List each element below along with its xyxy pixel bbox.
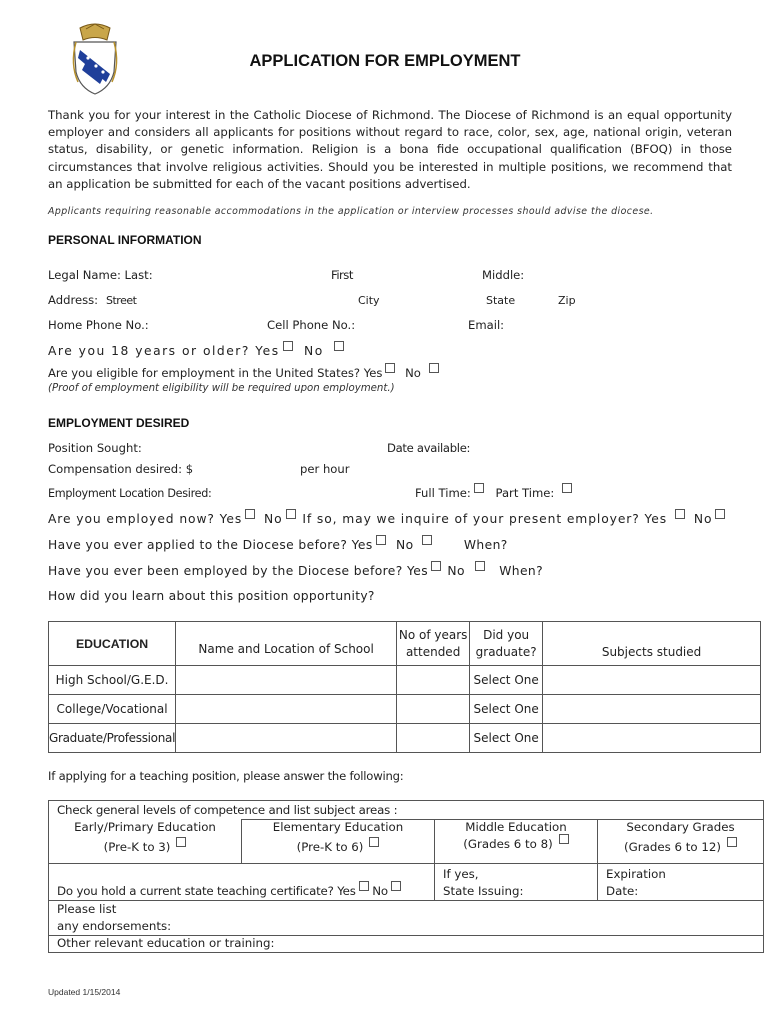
state-label: State — [486, 294, 516, 307]
please-list-label: Please list — [57, 902, 117, 916]
age-yes-checkbox[interactable] — [283, 341, 293, 351]
inquire-question-text: If so, may we inquire of your present employer? Yes — [302, 512, 668, 526]
early-education-checkbox[interactable] — [176, 837, 186, 847]
eligible-question — [48, 366, 439, 380]
subjects-input[interactable] — [543, 695, 761, 724]
years-attended-input[interactable] — [397, 695, 470, 724]
employed-now-yes-checkbox[interactable] — [245, 509, 255, 519]
level-range: (Pre-K to 6) — [296, 840, 364, 854]
certificate-question: Do you hold a current state teaching certificate? Yes — [57, 884, 356, 898]
teaching-intro: If applying for a teaching position, please answer the following: — [48, 769, 404, 783]
position-sought-label: Position Sought: — [48, 441, 142, 455]
part-time-checkbox[interactable] — [562, 483, 572, 493]
learn-about-question: How did you learn about this position opportunity? — [48, 589, 375, 603]
certificate-yes-checkbox[interactable] — [359, 881, 369, 891]
years-attended-header: No of years attended — [397, 622, 470, 666]
endorsements-label: any endorsements: — [57, 919, 172, 933]
level-range-row — [250, 840, 426, 854]
applied-before-no-label: No — [396, 538, 414, 552]
certificate-cell — [49, 864, 435, 901]
level-secondary-cell — [598, 820, 764, 864]
applied-before-yes-checkbox[interactable] — [376, 535, 386, 545]
table-row — [49, 666, 761, 695]
age-question — [48, 344, 344, 358]
inquire-no-checkbox[interactable] — [715, 509, 725, 519]
employment-desired-heading: EMPLOYMENT DESIRED — [48, 416, 190, 430]
level-name: Secondary Grades — [626, 820, 735, 834]
level-middle-cell — [435, 820, 598, 864]
endorsements-cell[interactable] — [49, 901, 764, 936]
eligible-no-label: No — [405, 366, 421, 380]
compensation-label: Compensation desired: $ — [48, 462, 194, 476]
level-range: (Pre-K to 3) — [103, 839, 171, 854]
subjects-input[interactable] — [543, 724, 761, 753]
employed-before-when: When? — [499, 564, 544, 578]
employed-now-text: Are you employed now? Yes — [48, 512, 243, 526]
level-range: (Grades 6 to 12) — [624, 840, 721, 854]
middle-education-checkbox[interactable] — [559, 834, 569, 844]
education-level-cell: College/Vocational — [49, 695, 176, 724]
education-table — [48, 621, 761, 753]
work-schedule-options — [415, 486, 572, 500]
cell-phone-label: Cell Phone No.: — [267, 318, 356, 332]
per-hour-label: per hour — [300, 462, 350, 476]
eligibility-proof-note: (Proof of employment eligibility will be required upon employment.) — [48, 383, 395, 394]
employed-now-no-checkbox[interactable] — [286, 509, 296, 519]
employed-before-text: Have you ever been employed by the Diocese before? Yes — [48, 564, 429, 578]
full-time-label: Full Time: — [415, 486, 471, 500]
years-attended-input[interactable] — [397, 666, 470, 695]
years-attended-input[interactable] — [397, 724, 470, 753]
level-range: (Grades 6 to 8) — [463, 837, 553, 851]
part-time-label: Part Time: — [495, 486, 555, 500]
level-range-row — [57, 840, 233, 854]
personal-info-heading: PERSONAL INFORMATION — [48, 233, 202, 247]
employed-before-no-checkbox[interactable] — [475, 561, 485, 571]
subjects-input[interactable] — [543, 666, 761, 695]
employed-now-no-label: No — [264, 512, 283, 526]
state-issuing-cell — [435, 864, 598, 901]
education-level-cell: Graduate/Professional — [49, 724, 176, 753]
eligible-no-checkbox[interactable] — [429, 363, 439, 373]
school-name-input[interactable] — [176, 695, 397, 724]
eligible-question-text: Are you eligible for employment in the United States? Yes — [48, 366, 383, 380]
expiration-label: Expiration — [606, 867, 666, 881]
secondary-grades-checkbox[interactable] — [727, 837, 737, 847]
table-row — [49, 724, 761, 753]
email-label: Email: — [468, 318, 505, 332]
age-no-checkbox[interactable] — [334, 341, 344, 351]
graduate-select[interactable]: Select One — [470, 666, 543, 695]
competence-label: Check general levels of competence and list subject areas : — [49, 801, 764, 820]
employed-before-yes-checkbox[interactable] — [431, 561, 441, 571]
level-range-row — [606, 840, 755, 854]
city-label: City — [358, 294, 380, 307]
zip-label: Zip — [558, 294, 576, 307]
location-desired-label: Employment Location Desired: — [48, 487, 212, 500]
graduate-select[interactable]: Select One — [470, 724, 543, 753]
expiration-date-label: Date: — [606, 884, 639, 898]
first-name-label: First — [331, 268, 353, 282]
eligible-yes-checkbox[interactable] — [385, 363, 395, 373]
applied-before-question — [48, 538, 508, 552]
education-level-cell: High School/G.E.D. — [49, 666, 176, 695]
school-name-header: Name and Location of School — [176, 622, 397, 666]
intro-paragraph: Thank you for your interest in the Catholic Diocese of Richmond. The Diocese of Richmond is an equal opportunity employer and considers all applicants for positions without regard to race, color, sex, age, national origin, veteran status, disability, or genetic information. Religion is a bona fide occupational qualification (BFOQ) in those circumstances that involve religious activities. Should you be interested in multiple positions, we recommend that an application be submitted for each of the vacant positions advertised. — [48, 108, 732, 191]
certificate-no-label: No — [372, 884, 388, 898]
table-row — [49, 695, 761, 724]
employed-now-question — [48, 512, 725, 526]
street-label: Street — [106, 294, 137, 307]
other-training-label: Other relevant education or training: — [57, 936, 275, 950]
employed-before-question — [48, 564, 543, 578]
school-name-input[interactable] — [176, 724, 397, 753]
full-time-checkbox[interactable] — [474, 483, 484, 493]
graduate-select[interactable]: Select One — [470, 695, 543, 724]
level-elementary-cell — [242, 820, 435, 864]
certificate-no-checkbox[interactable] — [391, 881, 401, 891]
age-no-label: No — [304, 344, 324, 358]
applied-before-text: Have you ever applied to the Diocese before? Yes — [48, 538, 373, 552]
school-name-input[interactable] — [176, 666, 397, 695]
if-yes-label: If yes, — [443, 867, 479, 881]
page-title: APPLICATION FOR EMPLOYMENT — [249, 52, 521, 70]
level-range-row — [443, 837, 589, 851]
middle-name-label: Middle: — [482, 268, 525, 282]
applied-before-no-checkbox[interactable] — [422, 535, 432, 545]
graduate-header: Did you graduate? — [470, 622, 543, 666]
age-question-text: Are you 18 years or older? Yes — [48, 344, 280, 358]
level-early-cell — [49, 820, 242, 864]
expiration-cell — [598, 864, 764, 901]
inquire-no-label: No — [693, 512, 713, 526]
updated-date: Updated 1/15/2014 — [48, 987, 121, 997]
address-label: Address: — [48, 293, 99, 307]
subjects-header: Subjects studied — [543, 622, 761, 666]
employed-before-no-label: No — [447, 564, 465, 578]
accommodations-note: Applicants requiring reasonable accommodations in the application or interview processes should advise the diocese. — [48, 206, 654, 217]
level-name: Middle Education — [465, 820, 567, 834]
teaching-table — [48, 800, 764, 953]
home-phone-label: Home Phone No.: — [48, 318, 149, 332]
education-header: EDUCATION — [49, 622, 176, 666]
level-name: Elementary Education — [272, 820, 404, 834]
inquire-yes-checkbox[interactable] — [675, 509, 685, 519]
level-name: Early/Primary Education — [74, 819, 216, 834]
date-available-label: Date available: — [387, 441, 471, 455]
other-training-cell[interactable] — [49, 936, 764, 953]
elementary-education-checkbox[interactable] — [369, 837, 379, 847]
applied-before-when: When? — [463, 538, 508, 552]
legal-name-label: Legal Name: Last: — [48, 268, 153, 282]
state-issuing-label: State Issuing: — [443, 884, 524, 898]
